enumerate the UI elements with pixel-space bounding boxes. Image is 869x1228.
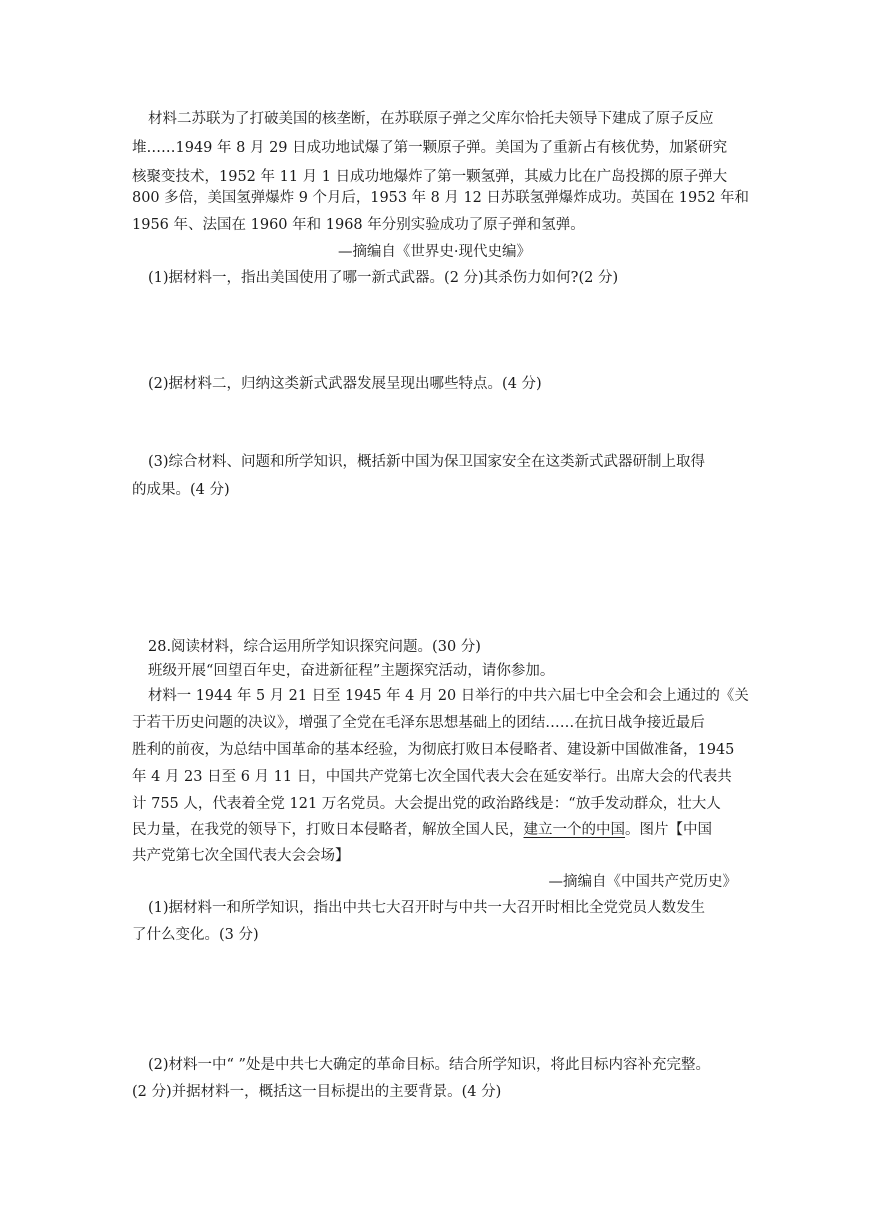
material2-line-5: 1956 年、法国在 1960 年和 1968 年分别实验成功了原子弹和氢弹。 xyxy=(132,217,585,233)
material2-line-3: 核聚变技术，1952 年 11 月 1 日成功地爆炸了第一颗氢弹，其威力比在广岛投掷的原子弹大 xyxy=(132,169,728,185)
question-2: (2)据材料二，归纳这类新式武器发展呈现出哪些特点。(4 分) xyxy=(148,376,542,392)
q28-material1-line-4: 年 4 月 23 日至 6 月 11 日，中国共产党第七次全国代表大会在延安举行。出席大会的代表共 xyxy=(132,769,732,785)
q28-sub2-line-1: (2)材料一中“ ”处是中共七大确定的革命目标。结合所学知识，将此目标内容补充完整。 xyxy=(148,1057,710,1073)
question-3-line-1: (3)综合材料、问题和所学知识，概括新中国为保卫国家安全在这类新式武器研制上取得 xyxy=(148,454,706,470)
material2-line-4: 800 多倍，美国氢弹爆炸 9 个月后，1953 年 8 月 12 日苏联氢弹爆炸成功。英国在 1952 年和 xyxy=(132,190,749,206)
q28-material1-line-3: 胜利的前夜，为总结中国革命的基本经验，为彻底打败日本侵略者、建设新中国做准备，1945 xyxy=(132,742,735,758)
q28-sub1-line-2: 了什么变化。(3 分) xyxy=(132,927,259,943)
question-3-line-2: 的成果。(4 分) xyxy=(132,482,230,498)
material2-source: —摘编自《世界史·现代史编》 xyxy=(337,244,532,260)
q28-material1-line-6-end: 。图片【中国 xyxy=(625,822,712,838)
q28-title: 28.阅读材料，综合运用所学知识探究问题。(30 分) xyxy=(148,639,481,655)
underlined-goal: 建立一个的中国 xyxy=(523,822,625,838)
q28-source: —摘编自《中国共产党历史》 xyxy=(548,874,737,890)
q28-material1-line-7: 共产党第七次全国代表大会会场】 xyxy=(132,848,350,864)
q28-material1-line-6 xyxy=(132,820,712,840)
q28-intro: 班级开展“回望百年史，奋进新征程”主题探究活动，请你参加。 xyxy=(148,663,555,679)
q28-sub1-line-1: (1)据材料一和所学知识，指出中共七大召开时与中共一大召开时相比全党党员人数发生 xyxy=(148,900,706,916)
q28-material1-line-2: 于若干历史问题的决议》，增强了全党在毛泽东思想基础上的团结……在抗日战争接近最后 xyxy=(132,715,705,731)
material2-line-1: 材料二苏联为了打破美国的核垄断，在苏联原子弹之父库尔恰托夫领导下建成了原子反应 xyxy=(148,111,714,127)
q28-material1-line-1: 材料一 1944 年 5 月 21 日至 1945 年 4 月 20 日举行的中共六届七中全会和会上通过的《关 xyxy=(148,688,749,704)
material2-line-2: 堆……1949 年 8 月 29 日成功地试爆了第一颗原子弹。美国为了重新占有核优势，加紧研究 xyxy=(132,140,728,156)
q28-sub2-line-2: (2 分)并据材料一，概括这一目标提出的主要背景。(4 分) xyxy=(132,1084,502,1100)
q28-material1-line-5: 计 755 人，代表着全党 121 万名党员。大会提出党的政治路线是：“放手发动群众，壮大人 xyxy=(132,796,721,812)
q28-material1-line-6-start: 民力量，在我党的领导下，打败日本侵略者，解放全国人民， xyxy=(132,822,524,838)
question-1: (1)据材料一，指出美国使用了哪一新式武器。(2 分)其杀伤力如何?(2 分) xyxy=(148,270,619,286)
